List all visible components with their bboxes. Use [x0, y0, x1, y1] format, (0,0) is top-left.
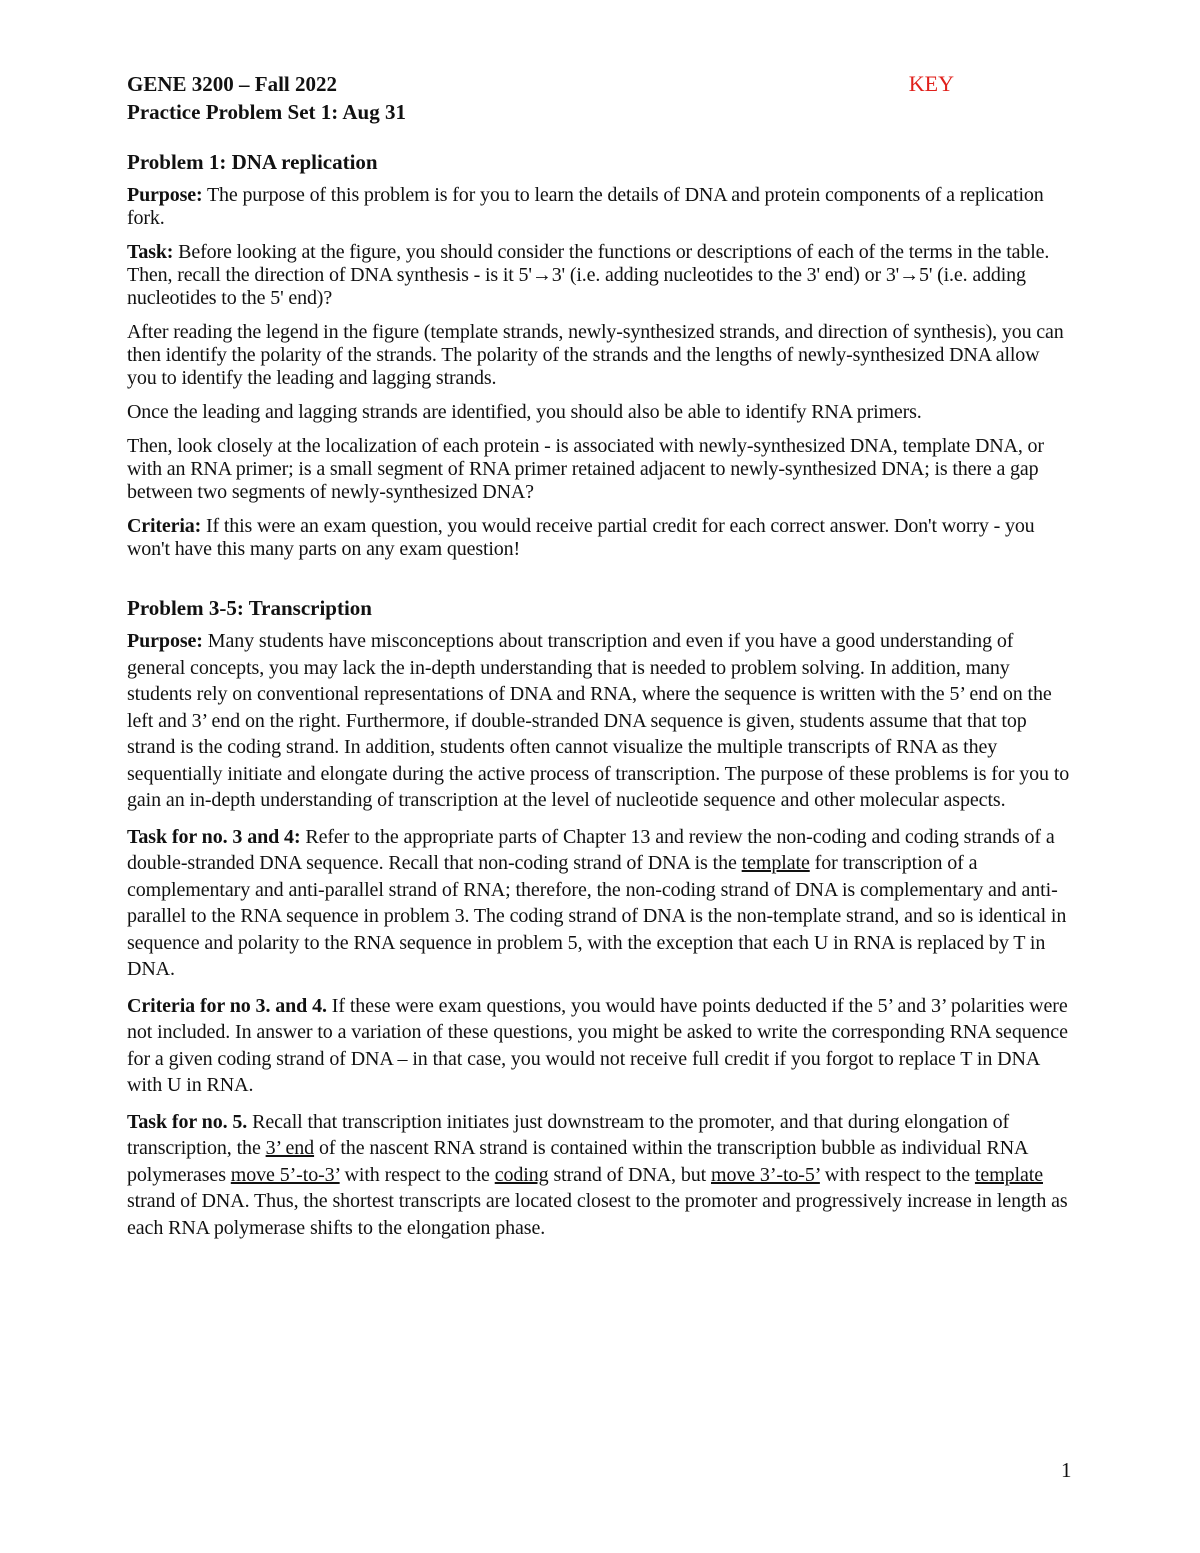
template-strand-underlined: template — [974, 1163, 1043, 1186]
criteria-3-4-text: If these were exam questions, you would have points deducted if the 5’ and 3’ polarities were not included. In answer to a variation of these questions, you might be asked to write the corresponding RNA sequence for a given coding strand of DNA – in that case, you would not receive full credit if you forgot to replace T in DNA with U in RNA. — [127, 994, 1068, 1096]
three-prime-end-underlined: 3’ end — [265, 1137, 315, 1159]
criteria-3-4-paragraph — [127, 993, 1072, 1099]
coding-underlined: coding — [494, 1163, 549, 1186]
purpose-text-transcription: Many students have misconceptions about transcription and even if you have a good understanding of general concepts, you may lack the in-depth understanding that is needed to problem solving. In addition, many students rely on conventional representations of DNA and RNA, where the sequence is written with the 5’ end on the left and 3’ end on the right. Furthermore, if double-stranded DNA sequence is given, students assume that that top strand is the coding strand. In addition, students often cannot visualize the multiple transcripts of RNA as they sequentially initiate and elongate during the active process of transcription. The purpose of these problems is for you to gain an in-depth understanding of transcription at the level of nucleotide sequence and other molecular aspects. — [127, 630, 1070, 811]
course-title: GENE 3200 – Fall 2022 — [127, 72, 338, 96]
purpose-paragraph-transcription — [127, 628, 1072, 814]
task-3-4-label: Task for no. 3 and 4: — [127, 825, 301, 848]
task-text: Before looking at the figure, you should consider the functions or descriptions of each of the terms in the table. Then, recall the direction of DNA synthesis - is it 5'→3' (i.e. adding nucleotides to the 3' end) or 3'→5' (i.e. adding nucleotides to the 5' end)? — [127, 241, 1050, 309]
move-3-to-5-underlined: move 3’-to-5’ — [711, 1163, 820, 1186]
legend-paragraph: After reading the legend in the figure (template strands, newly-synthesized strands, and direction of synthesis), you can then identify the polarity of the strands. The polarity of the strands and the lengths of newly-synthesized DNA allow you to identify the leading and lagging strands. — [127, 321, 1064, 389]
localization-paragraph: Then, look closely at the localization of each protein - is associated with newly-synthesized DNA, template DNA, or with an RNA primer; is a small segment of RNA primer retained adjacent to newly-synthesized DNA; is there a gap between two segments of newly-synthesized DNA? — [127, 435, 1044, 503]
purpose-label-transcription: Purpose: — [127, 630, 203, 652]
key-label: KEY — [908, 71, 954, 96]
task-5-text-f: strand of DNA. Thus, the shortest transcripts are located closest to the promoter and progressively increase in length as each RNA polymerase shifts to the elongation phase. — [127, 1190, 1068, 1239]
task-5-text-c: with respect to the — [339, 1163, 495, 1186]
task-3-4-text-a: Refer to the appropriate parts of Chapter 13 and review the non-coding and coding strands of a double-stranded DNA sequence. Recall that non-coding strand of DNA is the — [127, 825, 1055, 874]
move-5-to-3-underlined: move 5’-to-3’ — [230, 1163, 340, 1186]
criteria-text: If this were an exam question, you would receive partial credit for each correct answer. Don't worry - you won't have this many parts on any exam question! — [127, 515, 1035, 560]
task-5-label: Task for no. 5. — [127, 1110, 248, 1133]
section-dna-replication — [127, 148, 1072, 561]
task-3-4-paragraph — [127, 824, 1072, 983]
page-number: 1 — [1061, 1458, 1072, 1482]
task-5-text-b: of the nascent RNA strand is contained within the transcription bubble as individual RNA polymerases — [127, 1137, 1028, 1186]
task-label: Task: — [127, 241, 174, 263]
header-row — [127, 70, 1072, 98]
task-5-text-e: with respect to the — [819, 1163, 975, 1186]
section-title-transcription: Problem 3-5: Transcription — [127, 596, 372, 620]
criteria-label: Criteria: — [127, 515, 202, 537]
task-5-text-a: Recall that transcription initiates just downstream to the promoter, and that during elongation of transcription, the — [127, 1110, 1010, 1159]
purpose-text: The purpose of this problem is for you to learn the details of DNA and protein components of a replication fork. — [127, 184, 1044, 229]
document-page — [127, 70, 1072, 1251]
criteria-3-4-label: Criteria for no 3. and 4. — [127, 994, 327, 1017]
section-transcription — [127, 594, 1072, 1241]
problem-set-subtitle: Practice Problem Set 1: Aug 31 — [127, 100, 406, 124]
primers-paragraph: Once the leading and lagging strands are identified, you should also be able to identify RNA primers. — [127, 401, 922, 423]
criteria-paragraph — [127, 515, 1072, 561]
purpose-paragraph — [127, 184, 1072, 230]
task-5-paragraph — [127, 1109, 1072, 1242]
task-paragraph — [127, 241, 1072, 310]
template-underlined: template — [741, 852, 810, 874]
task-3-4-text-b: for transcription of a complementary and anti-parallel strand of RNA; therefore, the non-coding strand of DNA is complementary and anti-parallel to the RNA sequence in problem 3. The coding strand of DNA is the non-template strand, and so is identical in sequence and polarity to the RNA sequence in problem 5, with the exception that each U in RNA is replaced by T in DNA. — [127, 852, 1067, 980]
purpose-label: Purpose: — [127, 184, 203, 206]
task-5-text-d: strand of DNA, but — [548, 1163, 711, 1186]
section-title-dna-replication: Problem 1: DNA replication — [127, 150, 378, 174]
